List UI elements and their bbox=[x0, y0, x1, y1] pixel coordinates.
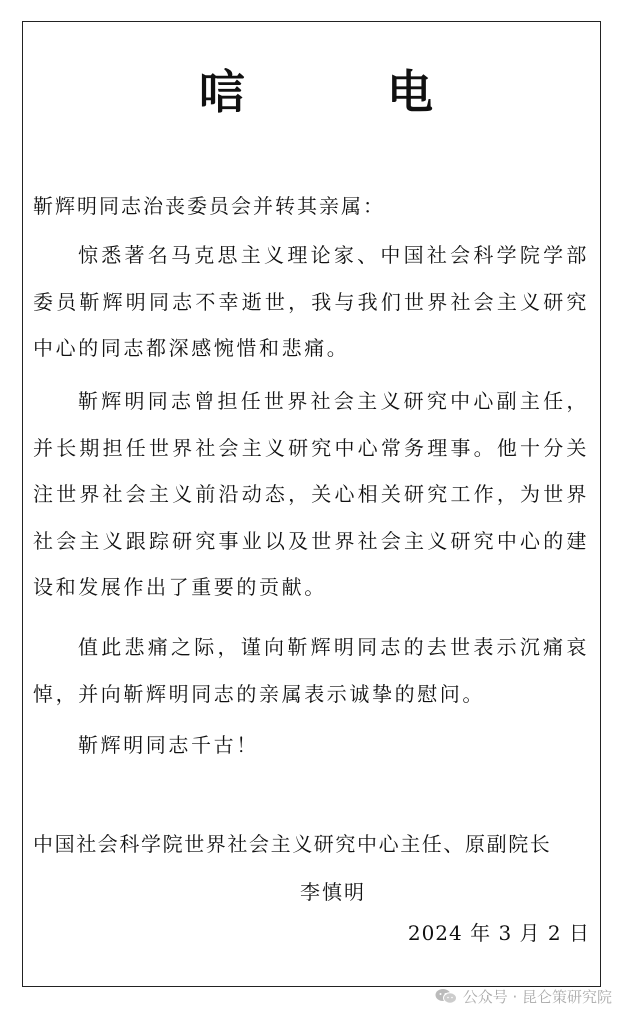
paragraph-contributions: 靳辉明同志曾担任世界社会主义研究中心副主任，并长期担任世界社会主义研究中心常务理事。他十分关注世界社会主义前沿动态，关心相关研究工作，为世界社会主义跟踪研究事业以及世界社会主义研究中心的建设和发展作出了重要的贡献。 bbox=[33, 389, 589, 599]
salutation: 靳辉明同志治丧委员会并转其亲属： bbox=[33, 194, 385, 218]
signature-name: 李慎明 bbox=[300, 880, 366, 904]
signature-organization: 中国社会科学院世界社会主义研究中心主任、原副院长 bbox=[33, 832, 552, 856]
watermark bbox=[435, 983, 612, 1009]
paragraph-condolence: 惊悉著名马克思主义理论家、中国社会科学院学部委员靳辉明同志不幸逝世，我与我们世界社会主义研究中心的同志都深感惋惜和悲痛。 bbox=[33, 243, 589, 360]
paragraph-mourning: 值此悲痛之际，谨向靳辉明同志的去世表示沉痛哀悼，并向靳辉明同志的亲属表示诚挚的慰问。 bbox=[33, 635, 589, 706]
wechat-icon bbox=[435, 988, 457, 1004]
watermark-text: 公众号 · 昆仑策研究院 bbox=[462, 987, 612, 1006]
document-title: 唁 电 bbox=[199, 65, 481, 119]
paragraph-farewell: 靳辉明同志千古！ bbox=[78, 733, 259, 757]
signature-date: 2024 年 3 月 2 日 bbox=[407, 921, 590, 945]
